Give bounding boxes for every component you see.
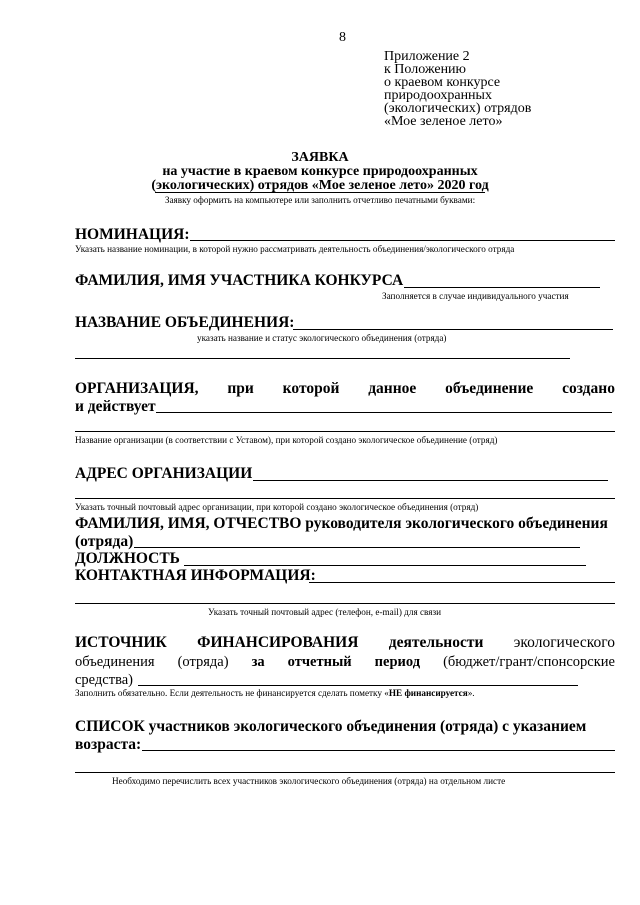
annex-line: к Положению (384, 62, 467, 77)
organization-word: при (227, 380, 254, 397)
annex-block (384, 50, 531, 128)
leader-label: ФАМИЛИЯ, ИМЯ, ОТЧЕСТВО руководителя экологического объединения (75, 515, 608, 532)
funding-word: период (374, 654, 421, 670)
members-hint: Необходимо перечислить всех участников экологического объединения (отряда) на отдельном листе (112, 776, 506, 786)
association-field[interactable] (293, 329, 613, 330)
organization-label-row (75, 380, 615, 398)
contact-field-2[interactable] (75, 603, 615, 604)
funding-word: объединения (75, 654, 155, 670)
annex-line: (экологических) отрядов (384, 101, 532, 116)
position-field[interactable] (184, 565, 586, 566)
contact-hint: Указать точный почтовый адрес (телефон, e-mail) для связи (208, 607, 442, 617)
members-field[interactable] (142, 750, 615, 751)
address-field-2[interactable] (75, 498, 615, 499)
nomination-hint: Указать название номинации, в которой нужно рассматривать деятельность объединения/экологического отряда (75, 244, 515, 254)
association-hint: указать название и статус экологического объединения (отряда) (197, 333, 447, 343)
annex-line: Приложение 2 (384, 49, 470, 64)
annex-line: о краевом конкурсе (384, 75, 501, 90)
funding-hint-text: ». (467, 688, 475, 698)
organization-word: данное (368, 380, 417, 397)
funding-label-row2 (75, 654, 615, 671)
organization-hint: Название организации (в соответствии с Уставом), при которой создано экологическое объединение (отряд) (75, 435, 498, 445)
organization-label-line2: и действует (75, 398, 156, 415)
position-label: ДОЛЖНОСТЬ (75, 550, 180, 567)
funding-word: деятельности (388, 634, 484, 651)
funding-word: за (251, 654, 265, 670)
form-instruction: Заявку оформить на компьютере или заполнить отчетливо печатными буквами: (164, 195, 476, 205)
organization-word: объединение (445, 380, 534, 397)
organization-word: ОРГАНИЗАЦИЯ, (75, 380, 199, 397)
funding-hint (75, 688, 475, 698)
funding-word: ИСТОЧНИК (75, 634, 167, 651)
nomination-label: НОМИНАЦИЯ: (75, 226, 190, 243)
participant-hint: Заполняется в случае индивидуального участия (382, 291, 569, 301)
organization-word: которой (282, 380, 340, 397)
funding-word: экологического (513, 634, 615, 651)
contact-field[interactable] (309, 582, 615, 583)
funding-word: ФИНАНСИРОВАНИЯ (197, 634, 359, 651)
form-title: ЗАЯВКА (291, 150, 349, 165)
members-label-line2: возраста: (75, 736, 142, 753)
funding-hint-emphasis: НЕ финансируется (388, 688, 468, 698)
annex-line: «Мое зеленое лето» (384, 114, 503, 129)
funding-field[interactable] (138, 685, 578, 686)
members-label: СПИСОК участников экологического объединения (отряда) с указанием (75, 718, 587, 735)
leader-field[interactable] (134, 547, 580, 548)
address-hint: Указать точный почтовый адрес организации, при которой создано экологическое объединения (отряд) (75, 502, 479, 512)
form-subtitle: на участие в краевом конкурсе природоохранных (162, 164, 478, 179)
association-field-2[interactable] (75, 358, 570, 359)
funding-word: (отряда) (177, 654, 229, 670)
association-label: НАЗВАНИЕ ОБЪЕДИНЕНИЯ: (75, 314, 295, 331)
contact-label: КОНТАКТНАЯ ИНФОРМАЦИЯ: (75, 567, 316, 584)
funding-hint-text: Заполнить обязательно. Если деятельность не финансируется сделать пометку « (75, 688, 389, 698)
leader-label-line2: (отряда) (75, 533, 134, 550)
organization-word: создано (562, 380, 615, 397)
organization-field-2[interactable] (75, 431, 615, 432)
nomination-field[interactable] (190, 240, 615, 241)
organization-field[interactable] (156, 412, 612, 413)
members-field-2[interactable] (75, 772, 615, 773)
title-underline (155, 192, 485, 193)
participant-label: ФАМИЛИЯ, ИМЯ УЧАСТНИКА КОНКУРСА (75, 272, 404, 289)
annex-line: природоохранных (384, 88, 492, 103)
address-label: АДРЕС ОРГАНИЗАЦИИ (75, 465, 253, 482)
funding-word: (бюджет/грант/спонсорские (443, 654, 615, 670)
form-subtitle: (экологических) отрядов «Мое зеленое лето» 2020 год (151, 178, 489, 193)
page-number: 8 (339, 30, 346, 45)
funding-label-line3: средства) (75, 672, 133, 688)
funding-word: отчетный (287, 654, 352, 670)
participant-field[interactable] (404, 287, 600, 288)
address-field[interactable] (253, 480, 608, 481)
funding-label-row1 (75, 634, 615, 652)
